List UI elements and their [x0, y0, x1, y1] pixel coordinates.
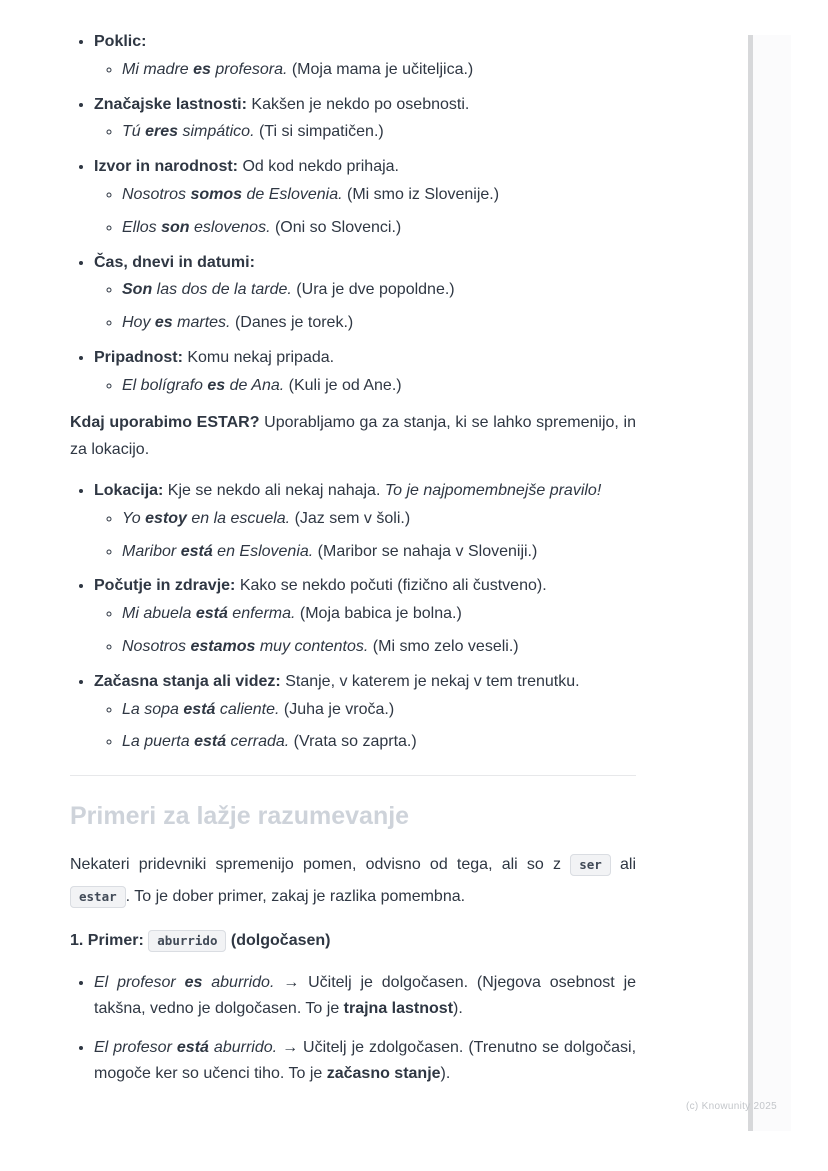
verb-bold: estamos [190, 637, 256, 655]
phrase-post: profesora. [210, 60, 288, 78]
examples-intro-paragraph [70, 849, 636, 913]
list-item [94, 155, 636, 240]
item-label: Počutje in zdravje: [94, 577, 236, 595]
item-label: Poklic: [94, 33, 147, 50]
list-item [94, 346, 636, 399]
phrase-post: aburrido. [202, 974, 275, 992]
item-desc: Kakšen je nekdo po osebnosti. [246, 95, 470, 113]
phrase-pre: La puerta [122, 733, 195, 751]
paragraph-lead: Kdaj uporabimo ESTAR? [70, 413, 260, 431]
example-item [122, 311, 636, 336]
translation: (Oni so Slovenci.) [270, 218, 402, 236]
phrase-pre: El bolígrafo [122, 376, 208, 394]
item-desc: Kako se nekdo počuti (fizično ali čustveno). [235, 577, 547, 595]
phrase-pre: Mi madre [122, 60, 194, 78]
list-item [94, 670, 636, 755]
list-item [94, 479, 636, 564]
explanation-end: ). [453, 999, 463, 1017]
explanation-text: → Učitelj je zdolgočasen. (Trenutno se dolgočasi, mogoče ker so učenci tiho. To je [94, 1039, 637, 1083]
spanish-phrase [94, 974, 274, 991]
verb-bold: eres [145, 123, 179, 141]
spanish-phrase [122, 543, 313, 560]
phrase-pre: El profesor [94, 1039, 177, 1057]
phrase-pre: Nosotros [122, 185, 191, 203]
verb-bold: somos [190, 185, 243, 203]
translation: (Ura je dve popoldne.) [291, 281, 455, 299]
intro-text-1: Nekateri pridevniki spremenijo pomen, odvisno od tega, ali so z [70, 856, 571, 874]
primer-tail: (dolgočasen) [226, 932, 331, 950]
ser-usage-list [70, 30, 636, 399]
key-term: trajna lastnost [343, 999, 454, 1017]
phrase-post: de Ana. [225, 376, 285, 394]
phrase-pre: El profesor [94, 974, 185, 992]
item-label: Začasna stanja ali videz: [94, 672, 281, 690]
phrase-pre: La sopa [122, 700, 184, 718]
phrase-pre: Yo [122, 509, 146, 527]
spanish-phrase [122, 510, 290, 527]
verb-bold: está [183, 700, 216, 718]
verb-bold: es [154, 314, 173, 332]
verb-bold: son [161, 218, 190, 236]
spanish-phrase [122, 701, 279, 718]
phrase-pre: Tú [122, 123, 146, 141]
phrase-post: en Eslovenia. [212, 542, 314, 560]
example-item [122, 374, 636, 399]
spanish-phrase [94, 1039, 277, 1056]
spanish-phrase [122, 61, 287, 78]
document-content [70, 30, 636, 1101]
example-item [122, 278, 636, 303]
spanish-phrase [122, 605, 295, 622]
phrase-post: en la escuela. [186, 509, 291, 527]
inline-code-estar: estar [70, 886, 126, 908]
example-item [122, 183, 636, 208]
phrase-post: las dos de la tarde. [152, 281, 292, 299]
spanish-phrase [122, 281, 292, 298]
translation: (Maribor se nahaja v Sloveniji.) [313, 542, 538, 560]
list-item [94, 30, 636, 83]
spanish-phrase [122, 377, 284, 394]
example-item [122, 58, 636, 83]
translation: (Jaz sem v šoli.) [290, 509, 411, 527]
item-desc: Od kod nekdo prihaja. [238, 158, 399, 176]
translation: (Moja mama je učiteljica.) [287, 60, 474, 78]
phrase-pre: Nosotros [122, 637, 191, 655]
verb-bold: es [184, 974, 203, 992]
key-term: začasno stanje [326, 1065, 441, 1083]
watermark-label: (c) Knowunity 2025 [686, 1101, 778, 1112]
primer-lead: 1. Primer: [70, 932, 149, 950]
intro-text-3: . To je dober primer, zakaj je razlika pomembna. [125, 888, 466, 906]
example-item [122, 540, 636, 565]
example-list [94, 698, 636, 756]
item-desc: Komu nekaj pripada. [182, 348, 335, 366]
example-list [94, 507, 636, 565]
translation: (Mi smo iz Slovenije.) [342, 185, 500, 203]
page-edge-bar [748, 35, 753, 1131]
spanish-phrase [122, 186, 343, 203]
page-edge-shadow [753, 35, 791, 1131]
phrase-post: aburrido. [208, 1039, 278, 1057]
explanation-text: → Učitelj je dolgočasen. (Njegova osebnost je takšna, vedno je dolgočasen. To je [94, 974, 637, 1017]
verb-bold: es [193, 60, 211, 78]
primer-item [94, 970, 636, 1021]
example-item [122, 120, 636, 145]
verb-bold: es [207, 376, 226, 394]
verb-bold: está [180, 542, 213, 560]
spanish-phrase [122, 638, 368, 655]
section-heading: Primeri za lažje razumevanje [70, 802, 410, 831]
verb-bold: está [194, 733, 227, 751]
item-note: To je najpomembnejše pravilo! [384, 481, 602, 499]
phrase-post: enferma. [227, 605, 296, 623]
section-divider [70, 775, 636, 776]
list-item [94, 93, 636, 146]
primer-item [94, 1035, 636, 1086]
example-list [94, 374, 636, 399]
phrase-post: martes. [172, 314, 231, 332]
phrase-post: de Eslovenia. [242, 185, 343, 203]
item-label: Izvor in narodnost: [94, 158, 238, 176]
phrase-pre: Maribor [122, 542, 181, 560]
spanish-phrase [122, 314, 231, 331]
example-list [94, 58, 636, 83]
phrase-pre: Ellos [122, 218, 162, 236]
explanation-end: ). [440, 1065, 451, 1083]
translation: (Ti si simpatičen.) [254, 123, 384, 141]
item-label: Značajske lastnosti: [94, 95, 247, 113]
inline-code-aburrido: aburrido [148, 930, 226, 952]
spanish-phrase [122, 123, 255, 140]
phrase-post: eslovenos. [189, 218, 271, 236]
spanish-phrase [122, 733, 289, 750]
primer-list [70, 970, 636, 1086]
example-item [122, 507, 636, 532]
verb-bold: estoy [145, 509, 187, 527]
phrase-pre: Mi abuela [122, 605, 196, 623]
example-list [94, 602, 636, 660]
verb-bold: está [176, 1039, 209, 1057]
estar-usage-list [70, 479, 636, 755]
phrase-pre: Hoy [122, 314, 155, 332]
translation: (Moja babica je bolna.) [295, 605, 462, 623]
phrase-post: muy contentos. [255, 637, 369, 655]
translation: (Mi smo zelo veseli.) [368, 637, 519, 655]
item-label: Čas, dnevi in datumi: [94, 253, 255, 271]
estar-intro-paragraph [70, 409, 636, 463]
phrase-post: simpático. [178, 123, 255, 141]
example-list [94, 278, 636, 336]
primer-heading [70, 927, 636, 954]
translation: (Juha je vroča.) [279, 700, 395, 718]
list-item [94, 251, 636, 336]
example-item [122, 216, 636, 241]
example-item [122, 730, 636, 755]
phrase-post: caliente. [215, 700, 280, 718]
list-item [94, 574, 636, 659]
example-item [122, 698, 636, 723]
paragraph-text: Uporabljamo ga za stanja, ki se lahko spremenijo, in za lokacijo. [70, 413, 636, 458]
translation: (Kuli je od Ane.) [284, 376, 402, 394]
example-list [94, 183, 636, 241]
spanish-phrase [122, 219, 271, 236]
item-desc: Kje se nekdo ali nekaj nahaja. [163, 481, 385, 499]
inline-code-ser: ser [570, 854, 611, 876]
intro-text-2: ali [610, 856, 637, 874]
translation: (Danes je torek.) [230, 314, 354, 332]
item-desc: Stanje, v katerem je nekaj v tem trenutku. [280, 672, 580, 690]
verb-bold: está [195, 605, 228, 623]
example-item [122, 602, 636, 627]
item-label: Lokacija: [94, 481, 164, 499]
translation: (Vrata so zaprta.) [289, 733, 417, 751]
item-label: Pripadnost: [94, 348, 183, 366]
example-list [94, 120, 636, 145]
phrase-post: cerrada. [226, 733, 290, 751]
example-item [122, 635, 636, 660]
verb-bold: Son [122, 281, 153, 299]
